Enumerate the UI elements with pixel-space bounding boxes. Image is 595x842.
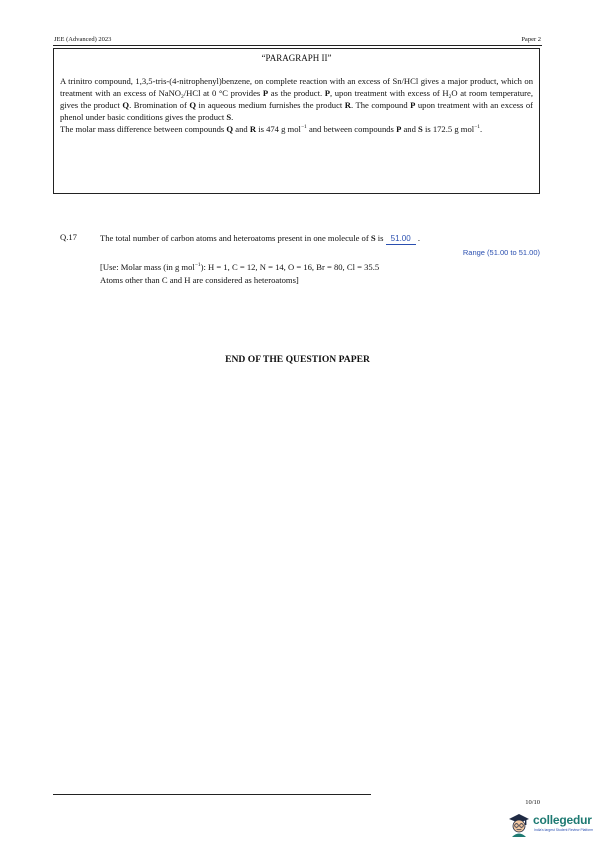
answer-range: Range (51.00 to 51.00) — [462, 248, 540, 257]
header-divider — [53, 45, 542, 46]
paragraph-box — [53, 48, 540, 194]
end-of-paper: END OF THE QUESTION PAPER — [225, 354, 370, 365]
logo-tagline: India's largest Student Review Platform — [534, 828, 594, 832]
paragraph-title: “PARAGRAPH II” — [261, 53, 332, 63]
page-number: 10/10 — [525, 799, 540, 806]
logo-wordmark: collegedur — [533, 813, 592, 827]
exam-header: JEE (Advanced) 2023 — [54, 36, 112, 43]
answer-value: 51.00 — [386, 234, 416, 245]
question-text: The total number of carbon atoms and heteroatoms present in one molecule of S is 51.00 . — [100, 233, 420, 243]
paper-label: Paper 2 — [521, 36, 541, 43]
footer-divider — [53, 794, 371, 795]
question-number: Q.17 — [60, 232, 77, 242]
collegedunia-logo — [506, 808, 595, 840]
paragraph-text: A trinitro compound, 1,3,5-tris-(4-nitrophenyl)benzene, on complete reaction with an excess of Sn/HCl gives a major product, which on treatment with an excess of NaNO$_2$/HCl at 0 °C provides P as the product. P, upon treatment with excess of $H_2O$ at room temperature, gives the product Q. Bromination of Q in aqueous medium furnishes the product R. The compound P upon treatment with an excess of phenol under basic conditions gives the product S. The molar mass difference between compounds Q and R is 474 g mol$^{-1}$ and between compounds P and S is 172.5 g mol$^{-1}$. — [60, 76, 533, 134]
student-mascot-icon — [506, 810, 532, 838]
question-hint: [Use: Molar mass (in g mol$^{-1}$): H = 1, C = 12, N = 14, O = 16, Br = 80, Cl = 35.5 Atoms other than C and H are considered as heteroatoms] — [100, 262, 380, 285]
